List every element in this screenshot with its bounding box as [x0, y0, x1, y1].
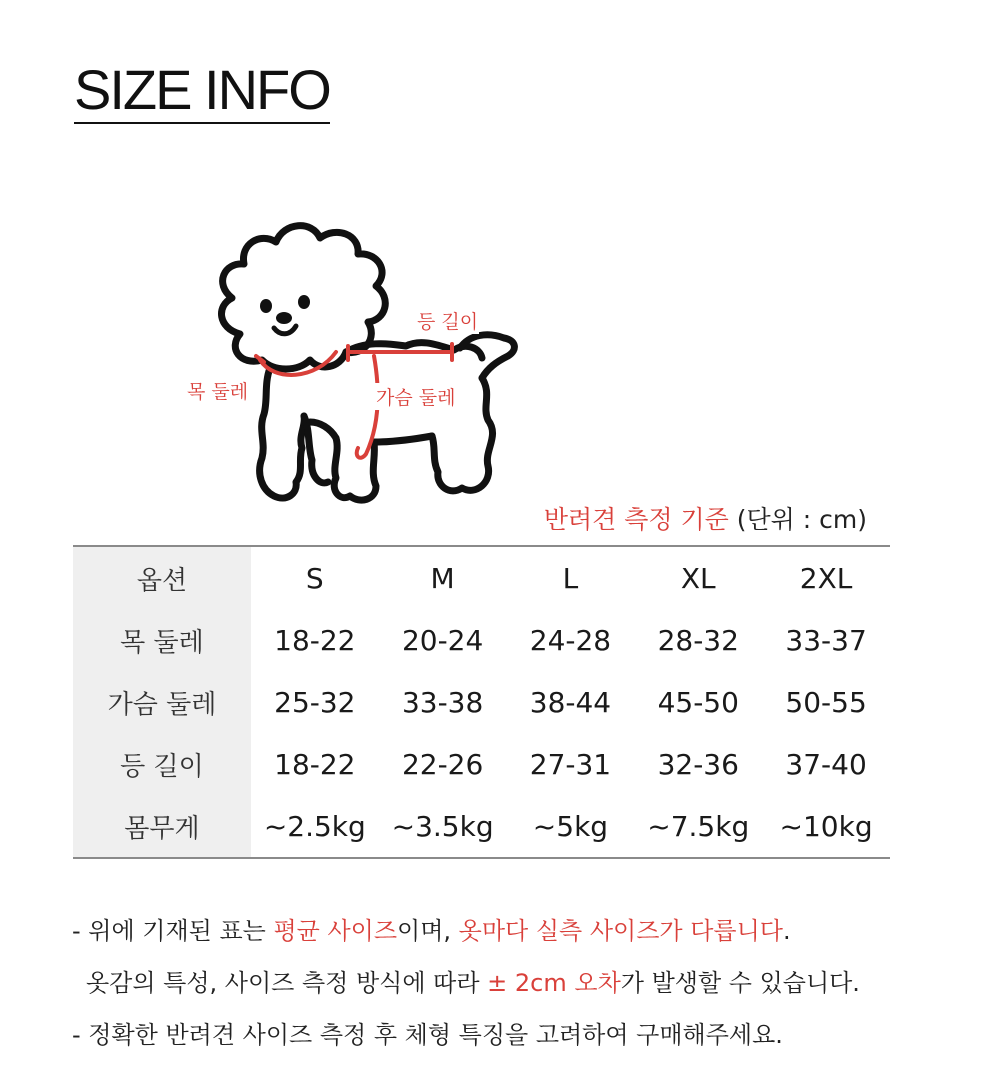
table-row — [73, 733, 890, 795]
row-label-neck: 목 둘레 — [73, 609, 251, 671]
note-highlight: ± 2cm 오차 — [487, 969, 621, 997]
table-row — [73, 546, 890, 609]
table-cell: ~3.5kg — [391, 809, 494, 843]
table-cell: 20-24 — [401, 623, 484, 657]
note-text: 옷감의 특성, 사이즈 측정 방식에 따라 — [86, 969, 488, 997]
table-cell: 22-26 — [401, 747, 484, 781]
back-length-label: 등 길이 — [416, 307, 479, 334]
measurement-basis: 반려견 측정 기준 — [543, 505, 729, 534]
size-notes — [72, 905, 860, 1061]
row-label-back: 등 길이 — [73, 733, 251, 795]
table-cell: 45-50 — [657, 685, 739, 719]
table-row — [73, 795, 890, 858]
table-cell: 33-38 — [401, 685, 484, 719]
note-line-3: - 정확한 반려견 사이즈 측정 후 체형 특징을 고려하여 구매해주세요. — [72, 1021, 783, 1049]
note-line-2 — [72, 957, 860, 1009]
table-cell: ~7.5kg — [647, 809, 750, 843]
chest-label: 가슴 둘레 — [375, 383, 456, 410]
note-text: - 위에 기재된 표는 — [72, 917, 274, 945]
measurement-note — [544, 500, 867, 536]
table-cell: 27-31 — [529, 747, 612, 781]
table-cell: 25-32 — [274, 685, 356, 719]
note-line-1 — [72, 905, 860, 957]
table-cell: 24-28 — [529, 623, 612, 657]
table-cell: 33-37 — [785, 623, 867, 657]
note-highlight: 평균 사이즈 — [273, 917, 398, 945]
page-title: SIZE INFO — [74, 62, 330, 124]
table-cell: 37-40 — [785, 747, 867, 781]
table-cell: 18-22 — [274, 747, 356, 781]
table-cell: 32-36 — [657, 747, 739, 781]
dog-measurement-illustration — [170, 210, 550, 520]
note-text: 이며, — [397, 917, 459, 945]
neck-label: 목 둘레 — [186, 377, 249, 404]
table-row — [73, 609, 890, 671]
option-header: 옵션 — [73, 546, 251, 609]
table-cell: ~2.5kg — [263, 809, 366, 843]
size-m: M — [430, 561, 455, 595]
table-cell: 50-55 — [785, 685, 867, 719]
note-highlight: 옷마다 실측 사이즈가 다릅니다 — [458, 917, 783, 945]
size-table — [73, 545, 890, 859]
size-2xl: 2XL — [799, 561, 853, 595]
note-text: . — [782, 917, 791, 945]
row-label-chest: 가슴 둘레 — [73, 671, 251, 733]
table-cell: 38-44 — [529, 685, 612, 719]
table-row — [73, 671, 890, 733]
size-l: L — [562, 561, 579, 595]
size-s: S — [305, 561, 324, 595]
unit-label: (단위 : cm) — [736, 505, 867, 534]
note-text: 가 발생할 수 있습니다. — [620, 969, 860, 997]
table-cell: 18-22 — [274, 623, 356, 657]
table-cell: 28-32 — [657, 623, 739, 657]
size-xl: XL — [680, 561, 716, 595]
row-label-weight: 몸무게 — [73, 795, 251, 858]
table-cell: ~10kg — [779, 809, 873, 843]
table-cell: ~5kg — [532, 809, 609, 843]
dog-icon — [170, 210, 550, 520]
